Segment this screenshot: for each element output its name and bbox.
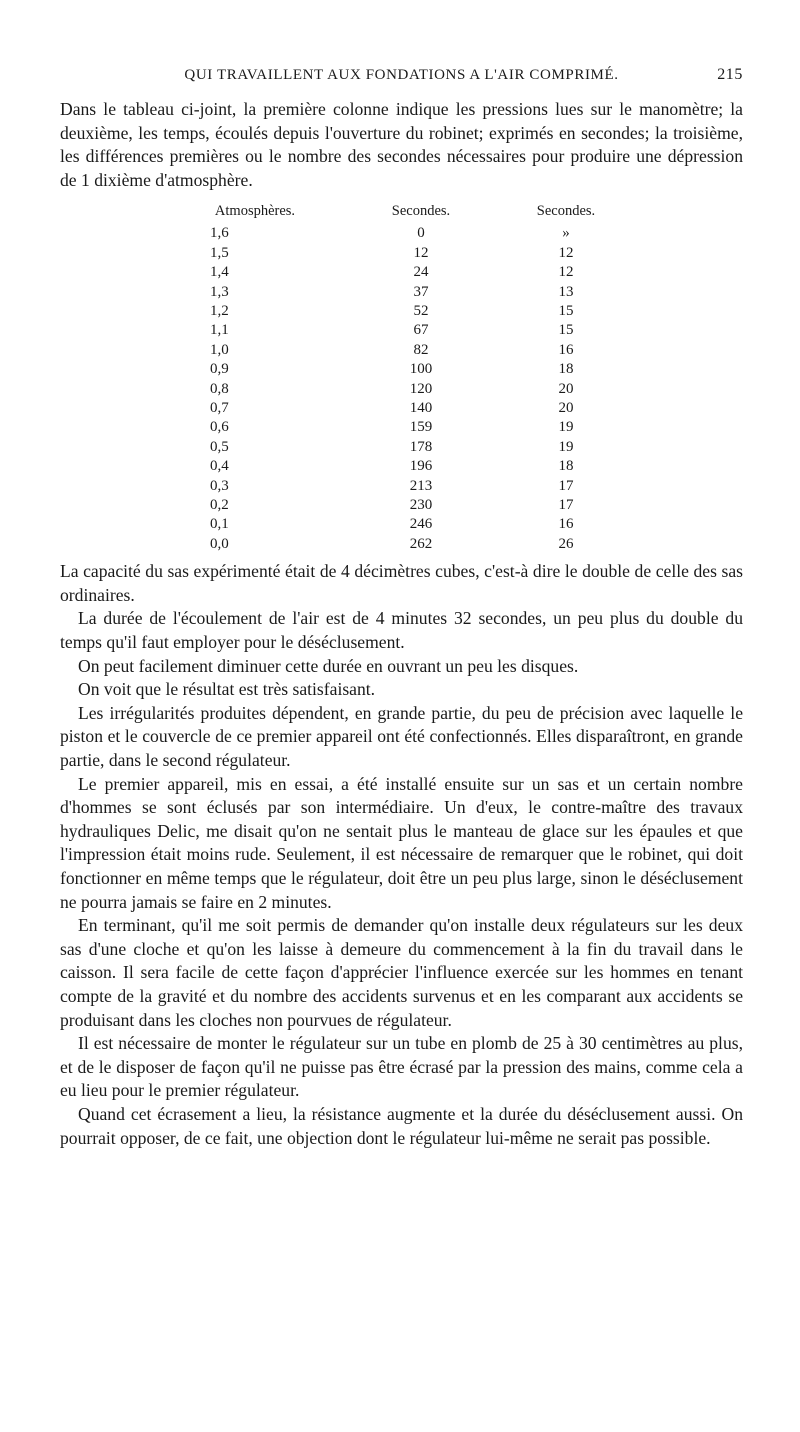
cell-atmospheres: 0,7	[210, 400, 229, 417]
cell-seconds-elapsed: 12	[413, 244, 429, 261]
table-row	[178, 360, 622, 379]
table-row	[178, 244, 622, 263]
cell-atmospheres: 1,5	[210, 244, 229, 261]
cell-seconds-difference: 12	[558, 244, 574, 261]
cell-seconds-elapsed: 67	[413, 322, 429, 339]
paragraph-duration: La durée de l'écoulement de l'air est de 4 minutes 32 secondes, un peu plus du double du temps qu'il faut employer pour le déséclusement.	[60, 608, 743, 653]
cell-atmospheres: 1,0	[210, 341, 229, 358]
cell-seconds-elapsed: 100	[409, 361, 433, 378]
table-row	[178, 321, 622, 340]
cell-seconds-difference: 26	[558, 535, 574, 552]
table-row	[178, 302, 622, 321]
cell-atmospheres: 1,3	[210, 283, 229, 300]
table-row	[178, 283, 622, 302]
running-title: QUI TRAVAILLENT AUX FONDATIONS A L'AIR COMPRIMÉ.	[184, 67, 619, 83]
cell-seconds-elapsed: 159	[409, 419, 433, 436]
cell-seconds-difference: 12	[558, 264, 574, 281]
table-row	[178, 399, 622, 418]
cell-atmospheres: 0,9	[210, 361, 229, 378]
table-row	[178, 496, 622, 515]
cell-seconds-difference: 18	[558, 458, 574, 475]
cell-atmospheres: 0,5	[210, 438, 229, 455]
column-header-seconds-difference: Secondes.	[536, 202, 596, 219]
column-header-seconds-elapsed: Secondes.	[391, 202, 451, 219]
cell-seconds-elapsed: 120	[409, 380, 433, 397]
cell-seconds-elapsed: 52	[413, 303, 429, 319]
cell-seconds-elapsed: 24	[413, 264, 429, 281]
table-row	[178, 263, 622, 282]
table-row	[178, 438, 622, 457]
cell-seconds-difference: 19	[558, 438, 574, 455]
cell-atmospheres: 0,2	[210, 497, 229, 514]
cell-seconds-difference: 13	[558, 283, 574, 300]
table-row	[178, 341, 622, 360]
page-number: 215	[717, 66, 743, 83]
cell-atmospheres: 0,3	[210, 477, 229, 494]
paragraph-conclusion: En terminant, qu'il me soit permis de demander qu'on installe deux régulateurs sur les deux sas d'une cloche et qu'on les laisse à demeure du commencement à la fin du travail dans le caisson. Il sera facile de cette façon d'apprécier l'influence exercée sur les hommes en tenant compte de la gravité et du nombre des accidents survenus et en les comparant aux accidents se produisant dans les cloches non pourvues de régulateur.	[60, 915, 743, 1030]
cell-atmospheres: 0,4	[210, 458, 229, 475]
table-row	[178, 380, 622, 399]
cell-atmospheres: 1,2	[210, 303, 229, 319]
cell-seconds-elapsed: 230	[409, 497, 433, 514]
cell-atmospheres: 0,1	[210, 516, 229, 533]
cell-seconds-difference: »	[562, 225, 570, 242]
cell-seconds-elapsed: 178	[409, 438, 433, 455]
running-header	[60, 60, 743, 90]
table-row	[178, 515, 622, 534]
cell-seconds-elapsed: 196	[409, 458, 433, 475]
cell-seconds-elapsed: 0	[417, 225, 425, 242]
cell-seconds-elapsed: 140	[409, 400, 433, 417]
paragraph-first-apparatus: Le premier appareil, mis en essai, a été installé ensuite sur un sas et un certain nombre d'hommes se sont éclusés par son intermédiaire. Un d'eux, le contre-maître des travaux hydrauliques Delic, me disait qu'on ne sentait plus le manteau de glace sur les épaules et que l'impression était moins rude. Seulement, il est nécessaire de remarquer que le robinet, qui doit fonctionner en même temps que le régulateur, doit être un peu plus large, sinon le déséclusement ne pourra jamais se faire en 2 minutes.	[60, 773, 743, 912]
cell-seconds-elapsed: 82	[413, 341, 429, 358]
cell-atmospheres: 1,1	[210, 322, 229, 339]
cell-atmospheres: 1,6	[210, 225, 229, 242]
cell-seconds-difference: 15	[558, 303, 574, 319]
table-row	[178, 224, 622, 243]
table-body	[178, 224, 622, 554]
table-header-row	[178, 200, 622, 224]
cell-seconds-difference: 18	[558, 361, 574, 378]
cell-atmospheres: 1,4	[210, 264, 229, 281]
cell-seconds-difference: 20	[558, 400, 574, 417]
cell-seconds-difference: 16	[558, 341, 574, 358]
table-row	[178, 457, 622, 476]
table-row	[178, 535, 622, 554]
pressure-table	[178, 200, 622, 554]
intro-paragraph: Dans le tableau ci-joint, la première colonne indique les pressions lues sur le manomètre; la deuxième, les temps, écoulés depuis l'ouverture du robinet; exprimés en secondes; la troisième, les différences premières ou le nombre des secondes nécessaires pour produire une dépression de 1 dixième d'atmosphère.	[60, 99, 743, 190]
cell-seconds-difference: 20	[558, 380, 574, 397]
paragraph-lead-tube: Il est nécessaire de monter le régulateur sur un tube en plomb de 25 à 30 centimètres au plus, et de le disposer de façon qu'il ne puisse pas être écrasé par la pression des mains, comme cela a eu lieu pour le premier régulateur.	[60, 1033, 743, 1101]
paragraph-capacity: La capacité du sas expérimenté était de 4 décimètres cubes, c'est-à dire le double de celle des sas ordinaires.	[60, 561, 743, 605]
cell-atmospheres: 0,8	[210, 380, 229, 397]
paragraph-result: On voit que le résultat est très satisfaisant.	[78, 679, 376, 700]
table-row	[178, 477, 622, 496]
document-page	[60, 60, 743, 1150]
cell-seconds-difference: 19	[558, 419, 574, 436]
cell-seconds-elapsed: 262	[409, 535, 433, 552]
cell-seconds-difference: 17	[558, 497, 574, 514]
paragraph-crushing: Quand cet écrasement a lieu, la résistance augmente et la durée du déséclusement aussi. On pourrait opposer, de ce fait, une objection dont le régulateur lui-même ne serait pas possible.	[60, 1103, 743, 1148]
table-row	[178, 418, 622, 437]
paragraph-irregularities: Les irrégularités produites dépendent, en grande partie, du peu de précision avec laquelle le piston et le couvercle de ce premier appareil ont été confectionnés. Elles disparaîtront, en grande partie, dans le second régulateur.	[60, 702, 743, 771]
cell-seconds-elapsed: 213	[409, 477, 433, 494]
cell-atmospheres: 0,0	[210, 535, 229, 552]
cell-seconds-difference: 15	[558, 322, 574, 339]
column-header-atmospheres: Atmosphères.	[214, 202, 296, 219]
cell-seconds-elapsed: 37	[413, 283, 429, 300]
cell-seconds-elapsed: 246	[409, 516, 433, 533]
cell-atmospheres: 0,6	[210, 419, 229, 436]
paragraph-reduce-duration: On peut facilement diminuer cette durée en ouvrant un peu les disques.	[78, 655, 579, 676]
cell-seconds-difference: 16	[558, 516, 574, 533]
cell-seconds-difference: 17	[558, 477, 574, 494]
